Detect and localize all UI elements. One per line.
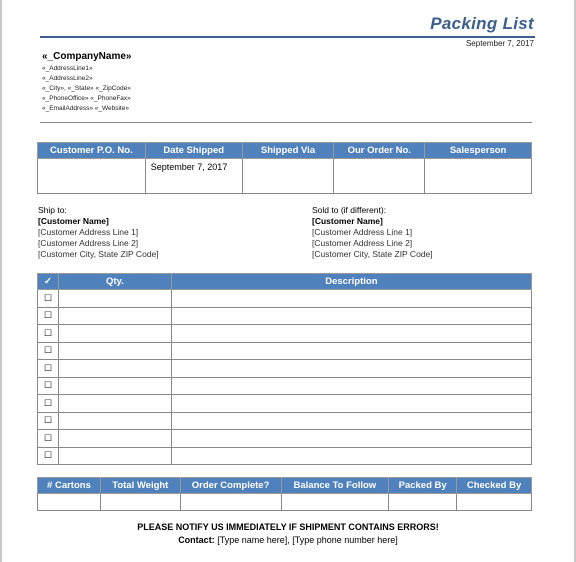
order-info-table — [37, 142, 532, 194]
item-qty-cell[interactable] — [58, 360, 171, 378]
item-qty-cell[interactable] — [58, 430, 171, 448]
item-qty-cell[interactable] — [58, 307, 171, 325]
item-qty-cell[interactable] — [58, 447, 171, 465]
item-description-cell[interactable] — [171, 342, 531, 360]
header-divider — [40, 122, 532, 123]
date-shipped-cell[interactable]: September 7, 2017 — [145, 159, 242, 194]
contact-value[interactable]: [Type name here], [Type phone number here] — [214, 535, 398, 545]
item-qty-cell[interactable] — [58, 377, 171, 395]
ship-to-address-line-1[interactable]: [Customer Address Line 1] — [38, 227, 139, 237]
company-address-line-1[interactable]: «_AddressLine1» — [42, 65, 93, 72]
header-qty: Qty. — [58, 274, 171, 290]
item-description-cell[interactable] — [171, 377, 531, 395]
page-frame-left — [0, 0, 2, 562]
item-checkbox[interactable]: ☐ — [38, 377, 59, 395]
error-notice: PLEASE NOTIFY US IMMEDIATELY IF SHIPMENT CONTAINS ERRORS! — [137, 522, 439, 532]
company-email-website[interactable]: «_EmailAddress» «_Website» — [42, 105, 129, 112]
items-body — [38, 290, 532, 465]
total-weight-cell[interactable] — [100, 494, 180, 511]
our-order-no-cell[interactable] — [334, 159, 425, 194]
salesperson-cell[interactable] — [425, 159, 532, 194]
sold-to-address-line-1[interactable]: [Customer Address Line 1] — [312, 227, 413, 237]
item-row — [38, 360, 532, 378]
sold-to-block — [312, 205, 433, 260]
sold-to-label: Sold to (if different): — [312, 205, 387, 215]
ship-to-customer-name[interactable]: [Customer Name] — [38, 216, 109, 226]
item-qty-cell[interactable] — [58, 412, 171, 430]
ship-to-city-state-zip[interactable]: [Customer City, State ZIP Code] — [38, 249, 159, 259]
item-row — [38, 307, 532, 325]
contact-line — [0, 535, 576, 545]
item-row — [38, 412, 532, 430]
item-description-cell[interactable] — [171, 395, 531, 413]
item-qty-cell[interactable] — [58, 290, 171, 308]
item-checkbox[interactable]: ☐ — [38, 290, 59, 308]
document-date[interactable]: September 7, 2017 — [465, 39, 534, 48]
header-total-weight: Total Weight — [100, 478, 180, 494]
header-check: ✓ — [38, 274, 59, 290]
header-order-complete: Order Complete? — [180, 478, 281, 494]
item-row — [38, 325, 532, 343]
item-description-cell[interactable] — [171, 290, 531, 308]
ship-to-label: Ship to: — [38, 205, 67, 215]
item-row — [38, 430, 532, 448]
company-city-state-zip[interactable]: «_City», «_State» «_ZipCode» — [42, 85, 131, 92]
header-our-order-no: Our Order No. — [334, 143, 425, 159]
company-address-line-2[interactable]: «_AddressLine2» — [42, 75, 93, 82]
sold-to-address-line-2[interactable]: [Customer Address Line 2] — [312, 238, 413, 248]
header-shipped-via: Shipped Via — [242, 143, 334, 159]
document-title: Packing List — [430, 14, 534, 33]
item-description-cell[interactable] — [171, 447, 531, 465]
header-cartons: # Cartons — [38, 478, 101, 494]
balance-to-follow-cell[interactable] — [281, 494, 389, 511]
item-row — [38, 342, 532, 360]
sold-to-city-state-zip[interactable]: [Customer City, State ZIP Code] — [312, 249, 433, 259]
company-phone-fax[interactable]: «_PhoneOffice» «_PhoneFax» — [42, 95, 131, 102]
cartons-cell[interactable] — [38, 494, 101, 511]
item-checkbox[interactable]: ☐ — [38, 360, 59, 378]
ship-to-address-line-2[interactable]: [Customer Address Line 2] — [38, 238, 139, 248]
contact-label: Contact: — [178, 535, 215, 545]
item-description-cell[interactable] — [171, 360, 531, 378]
header-packed-by: Packed By — [389, 478, 457, 494]
item-description-cell[interactable] — [171, 325, 531, 343]
title-rule — [40, 36, 535, 38]
item-row — [38, 447, 532, 465]
item-row — [38, 290, 532, 308]
sold-to-customer-name[interactable]: [Customer Name] — [312, 216, 383, 226]
item-description-cell[interactable] — [171, 307, 531, 325]
header-salesperson: Salesperson — [425, 143, 532, 159]
item-checkbox[interactable]: ☐ — [38, 307, 59, 325]
item-checkbox[interactable]: ☐ — [38, 325, 59, 343]
item-checkbox[interactable]: ☐ — [38, 447, 59, 465]
item-qty-cell[interactable] — [58, 395, 171, 413]
item-checkbox[interactable]: ☐ — [38, 412, 59, 430]
header-balance-to-follow: Balance To Follow — [281, 478, 389, 494]
item-qty-cell[interactable] — [58, 325, 171, 343]
ship-to-block — [38, 205, 159, 260]
item-description-cell[interactable] — [171, 430, 531, 448]
summary-table — [37, 477, 532, 511]
header-date-shipped: Date Shipped — [145, 143, 242, 159]
item-checkbox[interactable]: ☐ — [38, 395, 59, 413]
item-checkbox[interactable]: ☐ — [38, 430, 59, 448]
header-description: Description — [171, 274, 531, 290]
item-row — [38, 395, 532, 413]
packed-by-cell[interactable] — [389, 494, 457, 511]
shipped-via-cell[interactable] — [242, 159, 334, 194]
order-complete-cell[interactable] — [180, 494, 281, 511]
items-table — [37, 273, 532, 465]
item-qty-cell[interactable] — [58, 342, 171, 360]
item-checkbox[interactable]: ☐ — [38, 342, 59, 360]
company-name[interactable]: «_CompanyName» — [42, 51, 132, 62]
item-row — [38, 377, 532, 395]
checked-by-cell[interactable] — [457, 494, 532, 511]
header-checked-by: Checked By — [457, 478, 532, 494]
customer-po-cell[interactable] — [38, 159, 146, 194]
header-customer-po: Customer P.O. No. — [38, 143, 146, 159]
item-description-cell[interactable] — [171, 412, 531, 430]
